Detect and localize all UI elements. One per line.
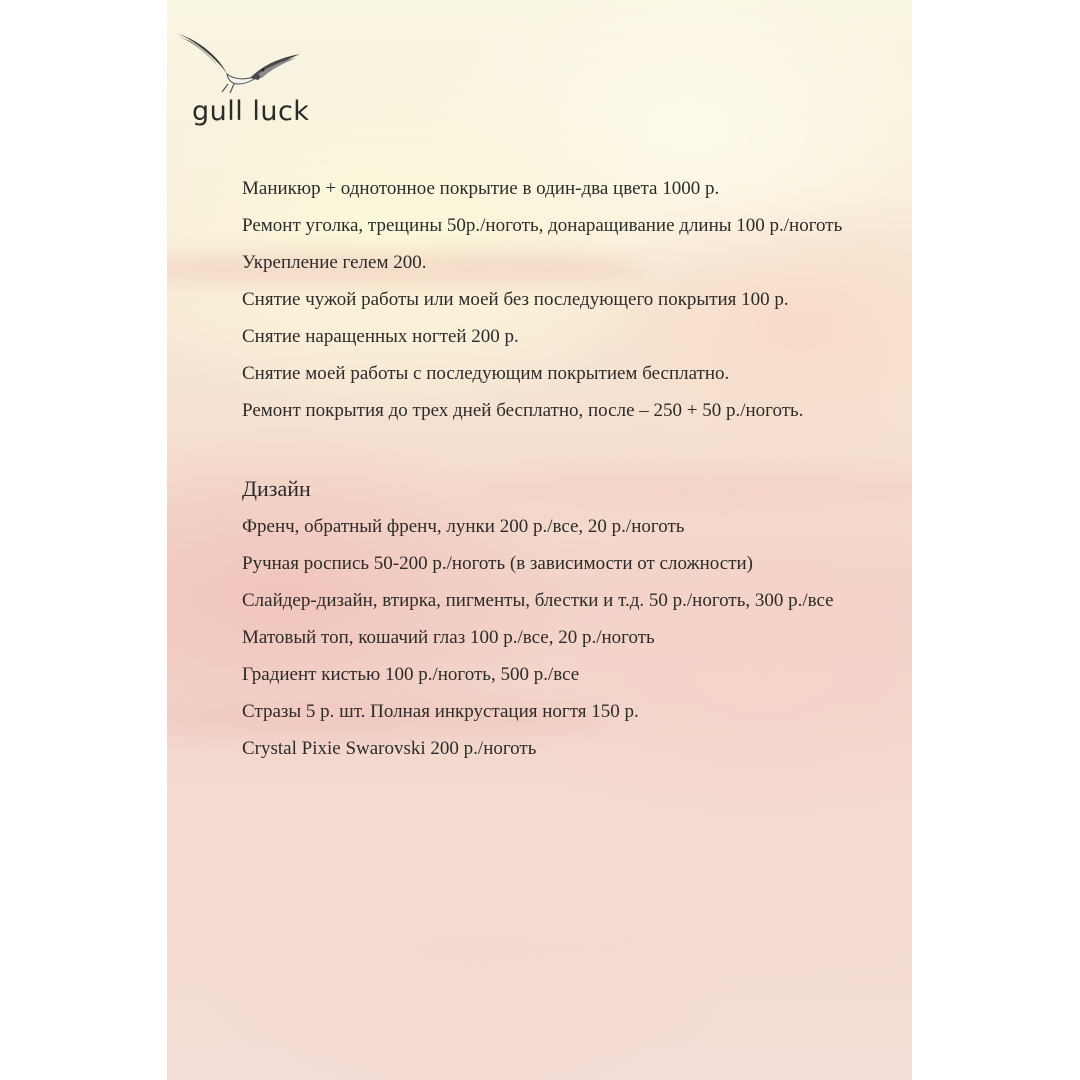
service-item: Укрепление гелем 200. <box>242 252 427 273</box>
design-item: Френч, обратный френч, лунки 200 р./все, 20 р./ноготь <box>242 516 685 537</box>
design-item: Стразы 5 р. шт. Полная инкрустация ногтя 150 р. <box>242 701 639 722</box>
design-item: Слайдер-дизайн, втирка, пигменты, блестки и т.д. 50 р./ноготь, 300 р./все <box>242 590 834 611</box>
price-list-page <box>167 0 912 1080</box>
brand-name: gull luck <box>192 96 310 127</box>
background-streak <box>367 930 907 968</box>
design-item: Ручная роспись 50-200 р./ноготь (в зависимости от сложности) <box>242 553 753 574</box>
service-item: Ремонт покрытия до трех дней бесплатно, после – 250 + 50 р./ноготь. <box>242 400 804 421</box>
service-item: Ремонт уголка, трещины 50р./ноготь, донаращивание длины 100 р./ноготь <box>242 215 843 236</box>
design-item: Градиент кистью 100 р./ноготь, 500 р./все <box>242 664 580 685</box>
service-item: Снятие моей работы с последующим покрытием бесплатно. <box>242 363 730 384</box>
service-item: Снятие чужой работы или моей без последующего покрытия 100 р. <box>242 289 789 310</box>
design-section-title: Дизайн <box>242 476 311 501</box>
price-list-content <box>242 176 887 773</box>
design-item: Матовый топ, кошачий глаз 100 р./все, 20 р./ноготь <box>242 627 655 648</box>
service-item: Маникюр + однотонное покрытие в один-два цвета 1000 р. <box>242 178 720 199</box>
design-item: Crystal Pixie Swarovski 200 р./ноготь <box>242 738 537 759</box>
service-item: Снятие наращенных ногтей 200 р. <box>242 326 519 347</box>
